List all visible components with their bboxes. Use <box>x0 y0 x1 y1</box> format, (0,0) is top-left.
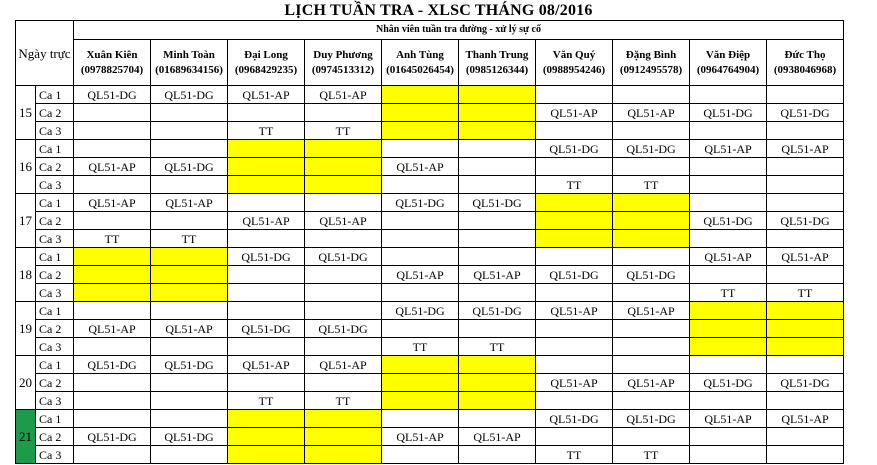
shift-cell[interactable]: Ca 1 <box>36 140 74 158</box>
schedule-cell[interactable] <box>536 284 613 302</box>
schedule-cell[interactable] <box>74 410 151 428</box>
schedule-cell[interactable] <box>382 248 459 266</box>
schedule-cell[interactable]: QL51-AP <box>613 302 690 320</box>
schedule-cell[interactable] <box>459 392 536 410</box>
schedule-cell[interactable] <box>228 104 305 122</box>
schedule-cell[interactable] <box>690 392 767 410</box>
schedule-cell[interactable] <box>382 410 459 428</box>
schedule-cell[interactable]: QL51-DG <box>613 140 690 158</box>
schedule-cell[interactable] <box>382 122 459 140</box>
schedule-cell[interactable] <box>536 122 613 140</box>
staff-phone: (0988954246) <box>542 63 606 76</box>
schedule-cell[interactable] <box>613 122 690 140</box>
schedule-cell[interactable] <box>382 104 459 122</box>
schedule-cell[interactable]: TT <box>767 284 844 302</box>
schedule-cell[interactable] <box>536 230 613 248</box>
table-row <box>16 356 844 374</box>
header-row-group <box>16 21 844 40</box>
staff-phone: (0974513312) <box>311 63 375 76</box>
staff-phone: (0938046968) <box>773 63 837 76</box>
shift-cell[interactable]: Ca 2 <box>36 158 74 176</box>
schedule-cell[interactable] <box>74 446 151 464</box>
schedule-cell[interactable]: QL51-DG <box>536 410 613 428</box>
schedule-cell[interactable]: QL51-DG <box>536 266 613 284</box>
schedule-cell[interactable] <box>690 230 767 248</box>
schedule-cell[interactable] <box>305 104 382 122</box>
schedule-cell[interactable] <box>690 338 767 356</box>
schedule-cell[interactable]: QL51-DG <box>690 212 767 230</box>
schedule-cell[interactable]: QL51-DG <box>767 212 844 230</box>
shift-cell[interactable]: Ca 3 <box>36 230 74 248</box>
schedule-cell[interactable] <box>228 428 305 446</box>
schedule-cell[interactable] <box>74 374 151 392</box>
schedule-cell[interactable] <box>305 230 382 248</box>
schedule-cell[interactable] <box>459 248 536 266</box>
schedule-cell[interactable]: QL51-DG <box>74 86 151 104</box>
schedule-cell[interactable]: QL51-DG <box>536 140 613 158</box>
table-row <box>16 284 844 302</box>
schedule-cell[interactable]: QL51-DG <box>459 194 536 212</box>
schedule-cell[interactable] <box>459 230 536 248</box>
day-cell[interactable]: 20 <box>16 356 36 410</box>
schedule-cell[interactable] <box>228 284 305 302</box>
schedule-cell[interactable] <box>613 194 690 212</box>
schedule-cell[interactable] <box>305 140 382 158</box>
schedule-cell[interactable]: QL51-AP <box>767 410 844 428</box>
schedule-cell[interactable]: TT <box>613 176 690 194</box>
schedule-cell[interactable] <box>74 338 151 356</box>
schedule-cell[interactable] <box>690 428 767 446</box>
schedule-cell[interactable] <box>767 320 844 338</box>
schedule-cell[interactable]: QL51-DG <box>613 266 690 284</box>
schedule-cell[interactable]: QL51-AP <box>767 140 844 158</box>
schedule-cell[interactable] <box>690 86 767 104</box>
schedule-cell[interactable] <box>382 176 459 194</box>
schedule-cell[interactable] <box>151 266 228 284</box>
schedule-cell[interactable] <box>459 176 536 194</box>
shift-cell[interactable]: Ca 1 <box>36 302 74 320</box>
shift-cell[interactable]: Ca 1 <box>36 248 74 266</box>
schedule-cell[interactable]: QL51-AP <box>382 266 459 284</box>
schedule-cell[interactable] <box>459 158 536 176</box>
schedule-cell[interactable]: QL51-AP <box>151 320 228 338</box>
patrol-schedule-table <box>15 20 844 464</box>
schedule-cell[interactable]: QL51-AP <box>459 266 536 284</box>
schedule-cell[interactable] <box>613 230 690 248</box>
schedule-cell[interactable]: QL51-AP <box>690 410 767 428</box>
schedule-cell[interactable] <box>382 374 459 392</box>
schedule-cell[interactable]: QL51-DG <box>459 302 536 320</box>
table-row <box>16 140 844 158</box>
schedule-cell[interactable] <box>151 104 228 122</box>
schedule-cell[interactable] <box>382 230 459 248</box>
schedule-cell[interactable] <box>228 140 305 158</box>
schedule-cell[interactable]: QL51-DG <box>151 356 228 374</box>
shift-cell[interactable]: Ca 1 <box>36 410 74 428</box>
schedule-cell[interactable] <box>536 248 613 266</box>
table-row <box>16 338 844 356</box>
schedule-cell[interactable]: QL51-AP <box>228 356 305 374</box>
schedule-cell[interactable]: QL51-DG <box>151 428 228 446</box>
schedule-cell[interactable] <box>690 356 767 374</box>
schedule-cell[interactable]: QL51-AP <box>690 140 767 158</box>
schedule-cell[interactable]: QL51-AP <box>690 248 767 266</box>
schedule-cell[interactable]: QL51-DG <box>767 374 844 392</box>
schedule-cell[interactable] <box>613 248 690 266</box>
schedule-cell[interactable]: QL51-AP <box>382 158 459 176</box>
table-row <box>16 212 844 230</box>
schedule-cell[interactable] <box>459 320 536 338</box>
table-row <box>16 230 844 248</box>
schedule-cell[interactable] <box>305 374 382 392</box>
schedule-cell[interactable] <box>382 320 459 338</box>
schedule-cell[interactable] <box>228 338 305 356</box>
day-cell[interactable]: 18 <box>16 248 36 302</box>
schedule-cell[interactable]: TT <box>613 446 690 464</box>
schedule-cell[interactable] <box>228 230 305 248</box>
schedule-cell[interactable]: QL51-DG <box>151 86 228 104</box>
shift-cell[interactable]: Ca 1 <box>36 356 74 374</box>
staff-phone: (01689634156) <box>155 63 223 76</box>
staff-name: Đại Long <box>244 48 288 61</box>
table-row <box>16 104 844 122</box>
schedule-cell[interactable] <box>459 374 536 392</box>
schedule-cell[interactable] <box>459 284 536 302</box>
day-cell[interactable]: 21 <box>16 410 36 464</box>
schedule-cell[interactable] <box>690 266 767 284</box>
schedule-cell[interactable] <box>74 266 151 284</box>
schedule-cell[interactable] <box>459 104 536 122</box>
schedule-cell[interactable] <box>382 446 459 464</box>
shift-cell[interactable]: Ca 2 <box>36 428 74 446</box>
schedule-cell[interactable] <box>74 104 151 122</box>
staff-name: Anh Tùng <box>396 48 444 61</box>
staff-header-cell[interactable] <box>690 40 767 86</box>
schedule-cell[interactable] <box>767 338 844 356</box>
staff-phone: (0968429235) <box>234 63 298 76</box>
schedule-cell[interactable] <box>613 392 690 410</box>
schedule-cell[interactable] <box>536 392 613 410</box>
schedule-cell[interactable] <box>151 212 228 230</box>
staff-group-header[interactable]: Nhân viên tuần tra đường - xử lý sự cố <box>74 21 844 40</box>
day-cell[interactable]: 15 <box>16 86 36 140</box>
schedule-cell[interactable]: QL51-AP <box>74 158 151 176</box>
day-cell[interactable]: 17 <box>16 194 36 248</box>
schedule-cell[interactable] <box>690 176 767 194</box>
table-row <box>16 446 844 464</box>
schedule-cell[interactable] <box>767 266 844 284</box>
schedule-cell[interactable] <box>536 158 613 176</box>
schedule-cell[interactable] <box>74 122 151 140</box>
schedule-cell[interactable]: QL51-DG <box>382 194 459 212</box>
staff-phone: (0912495578) <box>619 63 683 76</box>
schedule-cell[interactable] <box>305 410 382 428</box>
table-row <box>16 410 844 428</box>
schedule-cell[interactable]: TT <box>74 230 151 248</box>
staff-phone: (01645026454) <box>386 63 454 76</box>
schedule-cell[interactable] <box>151 392 228 410</box>
schedule-cell[interactable] <box>767 158 844 176</box>
schedule-cell[interactable]: QL51-AP <box>74 320 151 338</box>
schedule-cell[interactable] <box>305 176 382 194</box>
schedule-cell[interactable]: QL51-DG <box>767 104 844 122</box>
table-row <box>16 302 844 320</box>
schedule-cell[interactable] <box>613 212 690 230</box>
schedule-cell[interactable] <box>690 122 767 140</box>
shift-cell[interactable]: Ca 2 <box>36 266 74 284</box>
schedule-cell[interactable] <box>536 212 613 230</box>
schedule-cell[interactable] <box>74 284 151 302</box>
staff-name: Văn Quý <box>552 48 596 61</box>
schedule-cell[interactable]: QL51-AP <box>536 302 613 320</box>
schedule-cell[interactable]: QL51-AP <box>305 212 382 230</box>
schedule-cell[interactable] <box>613 158 690 176</box>
schedule-cell[interactable]: QL51-DG <box>151 158 228 176</box>
schedule-cell[interactable] <box>382 212 459 230</box>
schedule-cell[interactable] <box>767 230 844 248</box>
staff-header-cell[interactable] <box>305 40 382 86</box>
staff-name: Đức Thọ <box>784 48 826 61</box>
schedule-cell[interactable] <box>459 140 536 158</box>
staff-name: Xuân Kiên <box>86 48 138 61</box>
schedule-cell[interactable] <box>305 266 382 284</box>
schedule-cell[interactable]: TT <box>382 338 459 356</box>
schedule-cell[interactable] <box>305 194 382 212</box>
schedule-cell[interactable] <box>613 284 690 302</box>
schedule-cell[interactable]: QL51-AP <box>228 86 305 104</box>
shift-cell[interactable]: Ca 1 <box>36 194 74 212</box>
staff-header-cell[interactable] <box>228 40 305 86</box>
schedule-cell[interactable] <box>536 356 613 374</box>
schedule-cell[interactable]: QL51-DG <box>613 410 690 428</box>
schedule-cell[interactable] <box>459 122 536 140</box>
schedule-cell[interactable]: QL51-AP <box>305 86 382 104</box>
staff-header-cell[interactable] <box>536 40 613 86</box>
schedule-cell[interactable] <box>690 446 767 464</box>
shift-cell[interactable]: Ca 2 <box>36 374 74 392</box>
table-row <box>16 248 844 266</box>
table-row <box>16 176 844 194</box>
schedule-cell[interactable] <box>767 122 844 140</box>
schedule-cell[interactable] <box>228 374 305 392</box>
schedule-cell[interactable]: QL51-AP <box>228 212 305 230</box>
schedule-cell[interactable] <box>459 356 536 374</box>
schedule-cell[interactable] <box>382 284 459 302</box>
schedule-cell[interactable] <box>382 140 459 158</box>
schedule-cell[interactable] <box>228 194 305 212</box>
table-row <box>16 266 844 284</box>
schedule-cell[interactable]: TT <box>305 122 382 140</box>
schedule-cell[interactable] <box>305 446 382 464</box>
schedule-cell[interactable] <box>613 428 690 446</box>
schedule-cell[interactable] <box>151 248 228 266</box>
shift-cell[interactable]: Ca 1 <box>36 86 74 104</box>
schedule-cell[interactable] <box>613 338 690 356</box>
schedule-cell[interactable] <box>74 392 151 410</box>
schedule-cell[interactable] <box>459 410 536 428</box>
schedule-cell[interactable]: QL51-AP <box>459 428 536 446</box>
schedule-cell[interactable]: QL51-AP <box>767 248 844 266</box>
schedule-cell[interactable] <box>305 158 382 176</box>
schedule-cell[interactable] <box>151 446 228 464</box>
staff-header-cell[interactable] <box>74 40 151 86</box>
schedule-cell[interactable] <box>151 284 228 302</box>
table-row <box>16 428 844 446</box>
schedule-cell[interactable]: TT <box>305 392 382 410</box>
schedule-cell[interactable] <box>536 194 613 212</box>
table-row <box>16 86 844 104</box>
day-cell[interactable]: 16 <box>16 140 36 194</box>
staff-name: Thanh Trung <box>465 48 529 61</box>
staff-header-cell[interactable] <box>382 40 459 86</box>
schedule-cell[interactable] <box>459 212 536 230</box>
schedule-cell[interactable] <box>613 356 690 374</box>
schedule-cell[interactable] <box>382 86 459 104</box>
schedule-cell[interactable]: TT <box>536 176 613 194</box>
schedule-cell[interactable] <box>305 302 382 320</box>
table-row <box>16 374 844 392</box>
staff-name: Minh Toàn <box>163 48 215 61</box>
staff-name: Văn Điệp <box>705 48 751 61</box>
shift-cell[interactable]: Ca 3 <box>36 338 74 356</box>
schedule-cell[interactable] <box>74 248 151 266</box>
schedule-cell[interactable] <box>767 176 844 194</box>
schedule-cell[interactable]: QL51-DG <box>228 248 305 266</box>
schedule-cell[interactable] <box>459 446 536 464</box>
schedule-cell[interactable]: QL51-DG <box>382 302 459 320</box>
schedule-cell[interactable] <box>767 194 844 212</box>
schedule-cell[interactable]: TT <box>151 230 228 248</box>
schedule-cell[interactable]: QL51-AP <box>536 374 613 392</box>
shift-cell[interactable]: Ca 3 <box>36 392 74 410</box>
schedule-cell[interactable] <box>767 428 844 446</box>
staff-phone: (0978825704) <box>80 63 144 76</box>
schedule-cell[interactable] <box>305 338 382 356</box>
staff-header-cell[interactable] <box>767 40 844 86</box>
schedule-cell[interactable]: QL51-DG <box>228 320 305 338</box>
schedule-cell[interactable]: QL51-DG <box>690 104 767 122</box>
schedule-cell[interactable] <box>151 140 228 158</box>
schedule-cell[interactable] <box>151 410 228 428</box>
shift-cell[interactable]: Ca 3 <box>36 122 74 140</box>
schedule-cell[interactable]: QL51-DG <box>305 248 382 266</box>
shift-cell[interactable]: Ca 3 <box>36 176 74 194</box>
schedule-cell[interactable] <box>382 356 459 374</box>
day-cell[interactable]: 19 <box>16 302 36 356</box>
schedule-cell[interactable] <box>613 320 690 338</box>
schedule-cell[interactable] <box>151 122 228 140</box>
schedule-cell[interactable] <box>151 338 228 356</box>
schedule-cell[interactable] <box>459 86 536 104</box>
schedule-cell[interactable] <box>690 194 767 212</box>
schedule-cell[interactable]: TT <box>690 284 767 302</box>
staff-name: Duy Phương <box>313 48 373 61</box>
schedule-cell[interactable] <box>151 302 228 320</box>
schedule-cell[interactable]: QL51-DG <box>74 356 151 374</box>
schedule-cell[interactable]: QL51-AP <box>74 194 151 212</box>
table-row <box>16 392 844 410</box>
staff-header-cell[interactable] <box>613 40 690 86</box>
schedule-cell[interactable] <box>690 158 767 176</box>
schedule-cell[interactable] <box>767 356 844 374</box>
schedule-cell[interactable]: QL51-AP <box>151 194 228 212</box>
table-row <box>16 194 844 212</box>
schedule-cell[interactable] <box>74 302 151 320</box>
staff-header-cell[interactable] <box>151 40 228 86</box>
schedule-cell[interactable]: QL51-DG <box>690 374 767 392</box>
schedule-cell[interactable] <box>74 176 151 194</box>
schedule-cell[interactable] <box>767 446 844 464</box>
schedule-cell[interactable] <box>228 158 305 176</box>
schedule-cell[interactable]: QL51-AP <box>613 104 690 122</box>
schedule-cell[interactable] <box>536 320 613 338</box>
schedule-cell[interactable] <box>228 410 305 428</box>
schedule-cell[interactable] <box>74 140 151 158</box>
staff-header-cell[interactable] <box>459 40 536 86</box>
staff-phone: (0985126344) <box>465 63 529 76</box>
schedule-cell[interactable] <box>536 428 613 446</box>
schedule-cell[interactable] <box>228 266 305 284</box>
staff-phone: (0964764904) <box>696 63 760 76</box>
schedule-cell[interactable]: QL51-DG <box>305 320 382 338</box>
schedule-cell[interactable]: TT <box>536 446 613 464</box>
table-row <box>16 320 844 338</box>
shift-cell[interactable]: Ca 3 <box>36 446 74 464</box>
schedule-cell[interactable]: TT <box>459 338 536 356</box>
schedule-cell[interactable] <box>305 428 382 446</box>
schedule-cell[interactable] <box>690 302 767 320</box>
schedule-cell[interactable] <box>536 338 613 356</box>
schedule-cell[interactable]: QL51-DG <box>74 428 151 446</box>
schedule-cell[interactable]: TT <box>228 392 305 410</box>
schedule-cell[interactable] <box>767 302 844 320</box>
staff-name: Đặng Bình <box>625 48 677 61</box>
shift-cell[interactable]: Ca 2 <box>36 104 74 122</box>
shift-cell[interactable]: Ca 3 <box>36 284 74 302</box>
schedule-cell[interactable] <box>228 302 305 320</box>
schedule-cell[interactable] <box>151 176 228 194</box>
table-row <box>16 122 844 140</box>
schedule-cell[interactable]: QL51-AP <box>305 356 382 374</box>
schedule-cell[interactable] <box>305 284 382 302</box>
schedule-cell[interactable] <box>767 392 844 410</box>
schedule-cell[interactable] <box>228 446 305 464</box>
schedule-cell[interactable]: QL51-AP <box>536 104 613 122</box>
schedule-cell[interactable] <box>382 392 459 410</box>
header-row-staff <box>16 40 844 86</box>
shift-cell[interactable]: Ca 2 <box>36 320 74 338</box>
schedule-cell[interactable] <box>536 86 613 104</box>
table-row <box>16 158 844 176</box>
schedule-cell[interactable] <box>613 86 690 104</box>
shift-cell[interactable]: Ca 2 <box>36 212 74 230</box>
schedule-cell[interactable]: TT <box>228 122 305 140</box>
page-title: LỊCH TUẦN TRA - XLSC THÁNG 08/2016 <box>284 2 593 19</box>
schedule-cell[interactable]: QL51-AP <box>382 428 459 446</box>
schedule-cell[interactable] <box>74 212 151 230</box>
schedule-cell[interactable] <box>228 176 305 194</box>
schedule-cell[interactable] <box>767 86 844 104</box>
schedule-cell[interactable] <box>151 374 228 392</box>
day-column-header[interactable]: Ngày trực <box>16 21 74 86</box>
schedule-cell[interactable]: QL51-AP <box>613 374 690 392</box>
schedule-cell[interactable] <box>690 320 767 338</box>
